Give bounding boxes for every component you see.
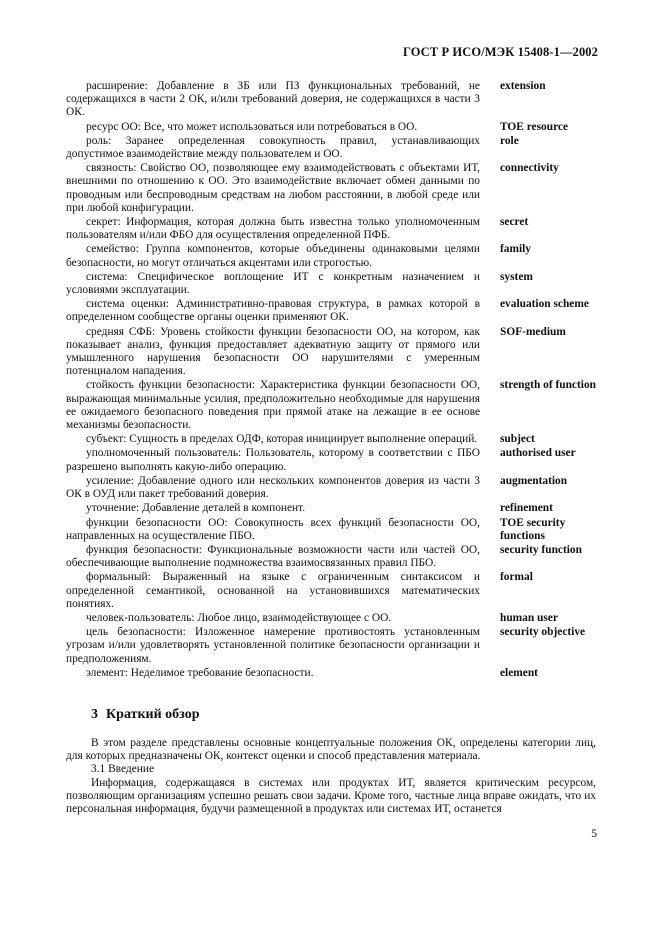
english-term: TOE security functions [500, 516, 566, 542]
definitions-list [66, 80, 596, 681]
english-term: element [500, 666, 538, 679]
english-term: formal [500, 571, 533, 584]
definition-entry [66, 612, 596, 625]
english-term: secret [500, 216, 529, 229]
english-term: connectivity [500, 162, 559, 175]
definition-text: средняя СФБ: Уровень стойкости функции безопасности ОО, на котором, как показывает анализ, функция предоставляет адекватную защиту от прямого или умышленного нарушения безопасности ОО нарушителями с умеренным потенциалом нападения. [66, 325, 480, 378]
definition-text: уточнение: Добавление деталей в компонент. [86, 502, 306, 515]
definition-entry [66, 502, 596, 515]
document-header: ГОСТ Р ИСО/МЭК 15408-1—2002 [402, 45, 598, 59]
english-term: TOE resource [500, 120, 569, 133]
definition-text: формальный: Выраженный на языке с ограниченным синтаксисом и определенной семантикой, основанной на установившихся математических понятиях. [66, 571, 480, 610]
page-number: 5 [591, 828, 597, 840]
definition-text: система оценки: Административно-правовая структура, в рамках которой в определенном сообществе органы оценки применяют ОК. [66, 298, 480, 324]
definition-entry [66, 447, 596, 473]
english-term: security function [500, 543, 582, 556]
section-title: Краткий обзор [106, 707, 200, 722]
definition-text: элемент: Неделимое требование безопасности. [86, 666, 314, 679]
english-term: subject [500, 433, 535, 446]
definition-entry [66, 216, 596, 242]
definition-entry [66, 271, 596, 297]
english-term: security objective [500, 626, 586, 639]
english-term: role [500, 134, 519, 147]
english-term: human user [500, 611, 558, 624]
section-body [66, 737, 596, 816]
body-paragraph: Информация, содержащаяся в системах или продуктах ИТ, является критическим ресурсом, позволяющим организациям успешно решать свои задачи. Кроме того, частные лица вправе ожидать, что их персональная информация, будучи размещенной в продуктах или системах ИТ, останется [66, 776, 596, 816]
english-term: strength of function [500, 379, 596, 392]
definition-entry [66, 571, 596, 611]
definition-text: человек-пользователь: Любое лицо, взаимодействующее с ОО. [86, 611, 392, 624]
english-term: extension [500, 80, 546, 92]
definition-text: роль: Заранее определенная совокупность правил, устанавливающих допустимое взаимодействие между пользователем и ОО. [66, 134, 480, 161]
definition-entry [66, 135, 596, 161]
english-term: family [500, 243, 532, 256]
section-number: 3 [91, 707, 98, 722]
definition-text: расширение: Добавление в ЗБ или ПЗ функциональных требований, не содержащихся в части 2 ОК, и/или требований доверия, не содержащихся в части 3 ОК. [66, 80, 480, 119]
definition-entry [66, 121, 596, 134]
definition-entry [66, 298, 596, 324]
definition-text: цель безопасности: Изложенное намерение противостоять установленным угрозам и/или удовлетворять установленной политике безопасности организации и предположениям. [66, 626, 480, 665]
section-heading [91, 707, 207, 723]
definition-text: секрет: Информация, которая должна быть известна только уполномоченным пользователям и/или ФБО для осуществления определенной ПФБ. [66, 216, 480, 242]
english-term: system [500, 270, 533, 283]
definition-text: ресурс ОО: Все, что может использоваться или потребоваться в ОО. [86, 120, 418, 133]
english-term: refinement [500, 502, 553, 515]
definition-text: семейство: Группа компонентов, которые объединены одинаковыми целями безопасности, но могут отличаться акцентами или строгостью. [66, 243, 480, 269]
definition-text: стойкость функции безопасности: Характеристика функции безопасности ОО, выражающая минимальные усилия, предположительно необходимые для нарушения ее ожидаемого безопасного поведения при прямой атаке на лежащие в ее основе механизмы безопасности. [66, 379, 480, 432]
definition-text: уполномоченный пользователь: Пользователь, которому в соответствии с ПБО разрешено выполнять какую-либо операцию. [66, 447, 480, 473]
intro-paragraph: В этом разделе представлены основные концептуальные положения ОК, определены категории лиц, для которых предназначены ОК, контекст оценки и способ представления материала. [66, 737, 596, 763]
english-term: authorised user [500, 447, 576, 460]
definition-entry [66, 326, 596, 379]
definition-text: связность: Свойство ОО, позволяющее ему взаимодействовать с объектами ИТ, внешними по отношению к ОО. Это взаимодействие включает обмен данными по проводным или беспроводным средствам на любом расстоянии, в любой среде или при любой конфигурации. [66, 162, 480, 214]
definition-entry [66, 162, 596, 215]
english-term: SOF-medium [500, 325, 566, 338]
definition-entry [66, 544, 596, 570]
definition-entry [66, 626, 596, 666]
definition-entry [66, 475, 596, 501]
english-term: evaluation scheme [500, 298, 589, 311]
definition-entry [66, 517, 596, 543]
definition-text: субъект: Сущность в пределах ОДФ, которая инициирует выполнение операций. [86, 433, 478, 446]
english-term: augmentation [500, 474, 568, 487]
subsection-heading: 3.1 Введение [91, 763, 154, 776]
definition-text: система: Специфическое воплощение ИТ с конкретным назначением и условиями эксплуатации. [66, 270, 480, 297]
definition-entry [66, 667, 596, 680]
definition-entry [66, 243, 596, 269]
definition-entry [66, 379, 596, 432]
definition-text: усиление: Добавление одного или нескольких компонентов доверия из части 3 ОК в ОУД или пакет требований доверия. [66, 474, 480, 501]
definition-entry [66, 80, 596, 120]
definition-entry [66, 433, 596, 446]
definition-text: функция безопасности: Функциональные возможности части или частей ОО, обеспечивающие выполнение подмножества взаимосвязанных правил ПБО. [66, 543, 480, 570]
definition-text: функции безопасности ОО: Совокупность всех функций безопасности ОО, направленных на осуществление ПБО. [66, 516, 480, 542]
